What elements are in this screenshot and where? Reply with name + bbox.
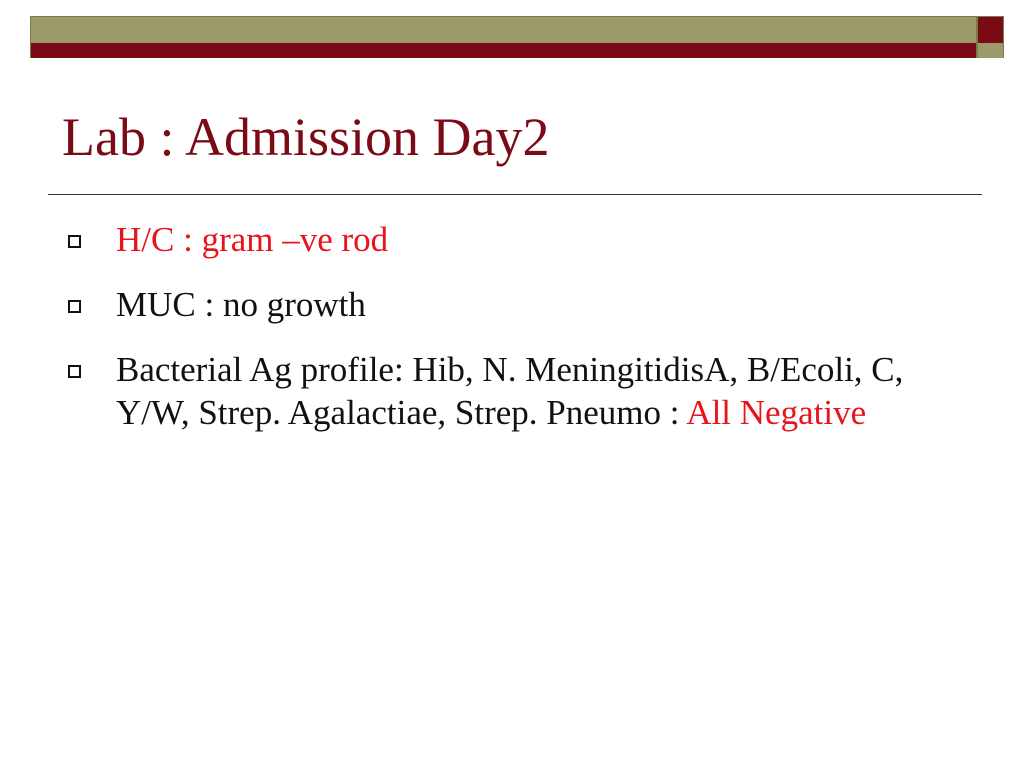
header-corner-block xyxy=(977,16,1004,58)
corner-block-olive xyxy=(978,43,1003,58)
header-decorative-bar xyxy=(30,16,977,58)
header-bar-olive-band xyxy=(31,17,976,43)
slide-title: Lab : Admission Day2 xyxy=(62,107,550,167)
bullet-item-blood-culture xyxy=(68,218,968,261)
hollow-square-bullet-icon xyxy=(68,300,81,313)
bullet-highlight-result: All Negative xyxy=(686,393,867,432)
bullet-text: H/C : gram –ve rod xyxy=(116,220,389,259)
hollow-square-bullet-icon xyxy=(68,365,81,378)
hollow-square-bullet-icon xyxy=(68,235,81,248)
bullet-list xyxy=(68,218,968,456)
title-divider xyxy=(48,194,982,195)
bullet-item-antigen-profile xyxy=(68,348,968,434)
header-bar-red-band xyxy=(31,43,976,58)
corner-block-red xyxy=(978,17,1003,43)
bullet-text: MUC : no growth xyxy=(116,285,366,324)
bullet-item-urine-culture xyxy=(68,283,968,326)
bullet-text: Bacterial Ag profile: Hib, N. MeningitidisA, B/Ecoli, C, Y/W, Strep. Agalactiae, Strep. Pneumo : xyxy=(116,350,904,432)
